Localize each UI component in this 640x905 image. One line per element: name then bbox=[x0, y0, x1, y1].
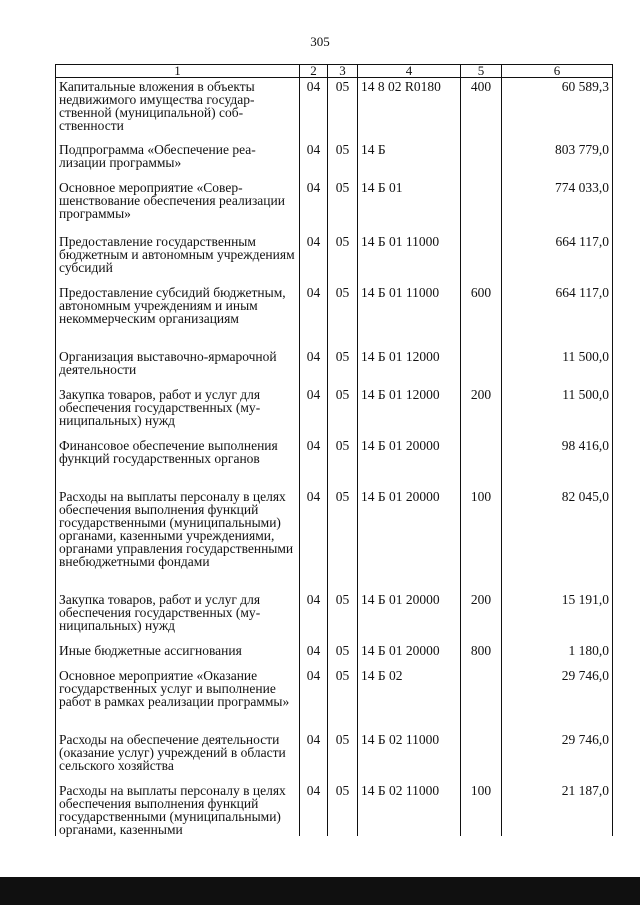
section-code: 04 bbox=[300, 731, 328, 782]
section-code: 04 bbox=[300, 284, 328, 348]
amount: 60 589,3 bbox=[502, 78, 613, 141]
target-article-code: 14 Б 01 bbox=[358, 179, 461, 233]
subsection-code: 05 bbox=[328, 284, 358, 348]
item-name: Организация выставочно-ярмарочной деятельности bbox=[56, 348, 300, 386]
item-name: Расходы на выплаты персоналу в целях обеспечения выполнения функций государственными (муниципальными) органами, казенными учреждениями, органами управления государственными внебюджетными фондами bbox=[56, 488, 300, 591]
amount: 11 500,0 bbox=[502, 348, 613, 386]
expense-type-code bbox=[461, 179, 502, 233]
subsection-code: 05 bbox=[328, 667, 358, 731]
expense-type-code bbox=[461, 233, 502, 284]
expense-type-code bbox=[461, 731, 502, 782]
page-number: 305 bbox=[310, 34, 330, 49]
target-article-code: 14 Б 01 12000 bbox=[358, 386, 461, 437]
section-code: 04 bbox=[300, 437, 328, 488]
table-row bbox=[56, 348, 613, 386]
expense-type-code: 100 bbox=[461, 488, 502, 591]
table-row bbox=[56, 731, 613, 782]
section-code: 04 bbox=[300, 642, 328, 667]
item-name: Капитальные вложения в объекты недвижимого имущества государственной (муниципальной) собственности bbox=[56, 78, 300, 141]
expense-type-code bbox=[461, 141, 502, 179]
target-article-code: 14 Б 02 bbox=[358, 667, 461, 731]
section-code: 04 bbox=[300, 488, 328, 591]
table-row bbox=[56, 667, 613, 731]
amount: 803 779,0 bbox=[502, 141, 613, 179]
item-name: Финансовое обеспечение выполнения функций государственных органов bbox=[56, 437, 300, 488]
target-article-code: 14 Б bbox=[358, 141, 461, 179]
budget-table bbox=[55, 64, 613, 836]
section-code: 04 bbox=[300, 78, 328, 141]
table-row bbox=[56, 78, 613, 141]
amount: 774 033,0 bbox=[502, 179, 613, 233]
target-article-code: 14 Б 01 11000 bbox=[358, 284, 461, 348]
expense-type-code: 200 bbox=[461, 591, 502, 642]
subsection-code: 05 bbox=[328, 233, 358, 284]
table-row bbox=[56, 642, 613, 667]
subsection-code: 05 bbox=[328, 437, 358, 488]
item-name: Расходы на обеспечение деятельности (оказание услуг) учреждений в области сельского хозяйства bbox=[56, 731, 300, 782]
table-row bbox=[56, 386, 613, 437]
subsection-code: 05 bbox=[328, 348, 358, 386]
target-article-code: 14 Б 02 11000 bbox=[358, 782, 461, 836]
section-code: 04 bbox=[300, 179, 328, 233]
amount: 98 416,0 bbox=[502, 437, 613, 488]
header-cell: 3 bbox=[328, 65, 358, 78]
target-article-code: 14 Б 02 11000 bbox=[358, 731, 461, 782]
subsection-code: 05 bbox=[328, 78, 358, 141]
target-article-code: 14 Б 01 12000 bbox=[358, 348, 461, 386]
section-code: 04 bbox=[300, 348, 328, 386]
section-code: 04 bbox=[300, 141, 328, 179]
section-code: 04 bbox=[300, 667, 328, 731]
section-code: 04 bbox=[300, 782, 328, 836]
item-name: Иные бюджетные ассигнования bbox=[56, 642, 300, 667]
header-row bbox=[56, 65, 613, 78]
expense-type-code: 800 bbox=[461, 642, 502, 667]
subsection-code: 05 bbox=[328, 386, 358, 437]
amount: 21 187,0 bbox=[502, 782, 613, 836]
table-row bbox=[56, 437, 613, 488]
table-row bbox=[56, 782, 613, 836]
expense-type-code bbox=[461, 667, 502, 731]
subsection-code: 05 bbox=[328, 591, 358, 642]
amount: 1 180,0 bbox=[502, 642, 613, 667]
item-name: Закупка товаров, работ и услуг для обеспечения государственных (муниципальных) нужд bbox=[56, 386, 300, 437]
item-name: Подпрограмма «Обеспечение реализации программы» bbox=[56, 141, 300, 179]
amount: 664 117,0 bbox=[502, 284, 613, 348]
header-cell: 5 bbox=[461, 65, 502, 78]
subsection-code: 05 bbox=[328, 782, 358, 836]
expense-type-code: 400 bbox=[461, 78, 502, 141]
section-code: 04 bbox=[300, 591, 328, 642]
item-name: Закупка товаров, работ и услуг для обеспечения государственных (муниципальных) нужд bbox=[56, 591, 300, 642]
target-article-code: 14 Б 01 20000 bbox=[358, 591, 461, 642]
table-row bbox=[56, 179, 613, 233]
table-row bbox=[56, 488, 613, 591]
expense-type-code: 600 bbox=[461, 284, 502, 348]
subsection-code: 05 bbox=[328, 141, 358, 179]
header-cell: 1 bbox=[56, 65, 300, 78]
item-name: Расходы на выплаты персоналу в целях обеспечения выполнения функций государственными (муниципальными) органами, казенными bbox=[56, 782, 300, 836]
table-row bbox=[56, 233, 613, 284]
table-row bbox=[56, 591, 613, 642]
subsection-code: 05 bbox=[328, 179, 358, 233]
target-article-code: 14 8 02 R0180 bbox=[358, 78, 461, 141]
item-name: Основное мероприятие «Совершенствование обеспечения реализации программы» bbox=[56, 179, 300, 233]
item-name: Предоставление субсидий бюджетным, автономным учреждениям и иным некоммерческим организациям bbox=[56, 284, 300, 348]
amount: 11 500,0 bbox=[502, 386, 613, 437]
scan-bottom-edge bbox=[0, 877, 640, 905]
target-article-code: 14 Б 01 11000 bbox=[358, 233, 461, 284]
amount: 15 191,0 bbox=[502, 591, 613, 642]
subsection-code: 05 bbox=[328, 731, 358, 782]
item-name: Основное мероприятие «Оказание государственных услуг и выполнение работ в рамках реализации программы» bbox=[56, 667, 300, 731]
table-row bbox=[56, 284, 613, 348]
amount: 29 746,0 bbox=[502, 667, 613, 731]
expense-type-code: 100 bbox=[461, 782, 502, 836]
header-cell: 6 bbox=[502, 65, 613, 78]
header-cell: 4 bbox=[358, 65, 461, 78]
section-code: 04 bbox=[300, 386, 328, 437]
amount: 664 117,0 bbox=[502, 233, 613, 284]
expense-type-code bbox=[461, 348, 502, 386]
expense-type-code: 200 bbox=[461, 386, 502, 437]
subsection-code: 05 bbox=[328, 642, 358, 667]
item-name: Предоставление государственным бюджетным и автономным учреждениям субсидий bbox=[56, 233, 300, 284]
target-article-code: 14 Б 01 20000 bbox=[358, 437, 461, 488]
expense-type-code bbox=[461, 437, 502, 488]
header-cell: 2 bbox=[300, 65, 328, 78]
target-article-code: 14 Б 01 20000 bbox=[358, 488, 461, 591]
section-code: 04 bbox=[300, 233, 328, 284]
amount: 82 045,0 bbox=[502, 488, 613, 591]
subsection-code: 05 bbox=[328, 488, 358, 591]
table-row bbox=[56, 141, 613, 179]
target-article-code: 14 Б 01 20000 bbox=[358, 642, 461, 667]
amount: 29 746,0 bbox=[502, 731, 613, 782]
